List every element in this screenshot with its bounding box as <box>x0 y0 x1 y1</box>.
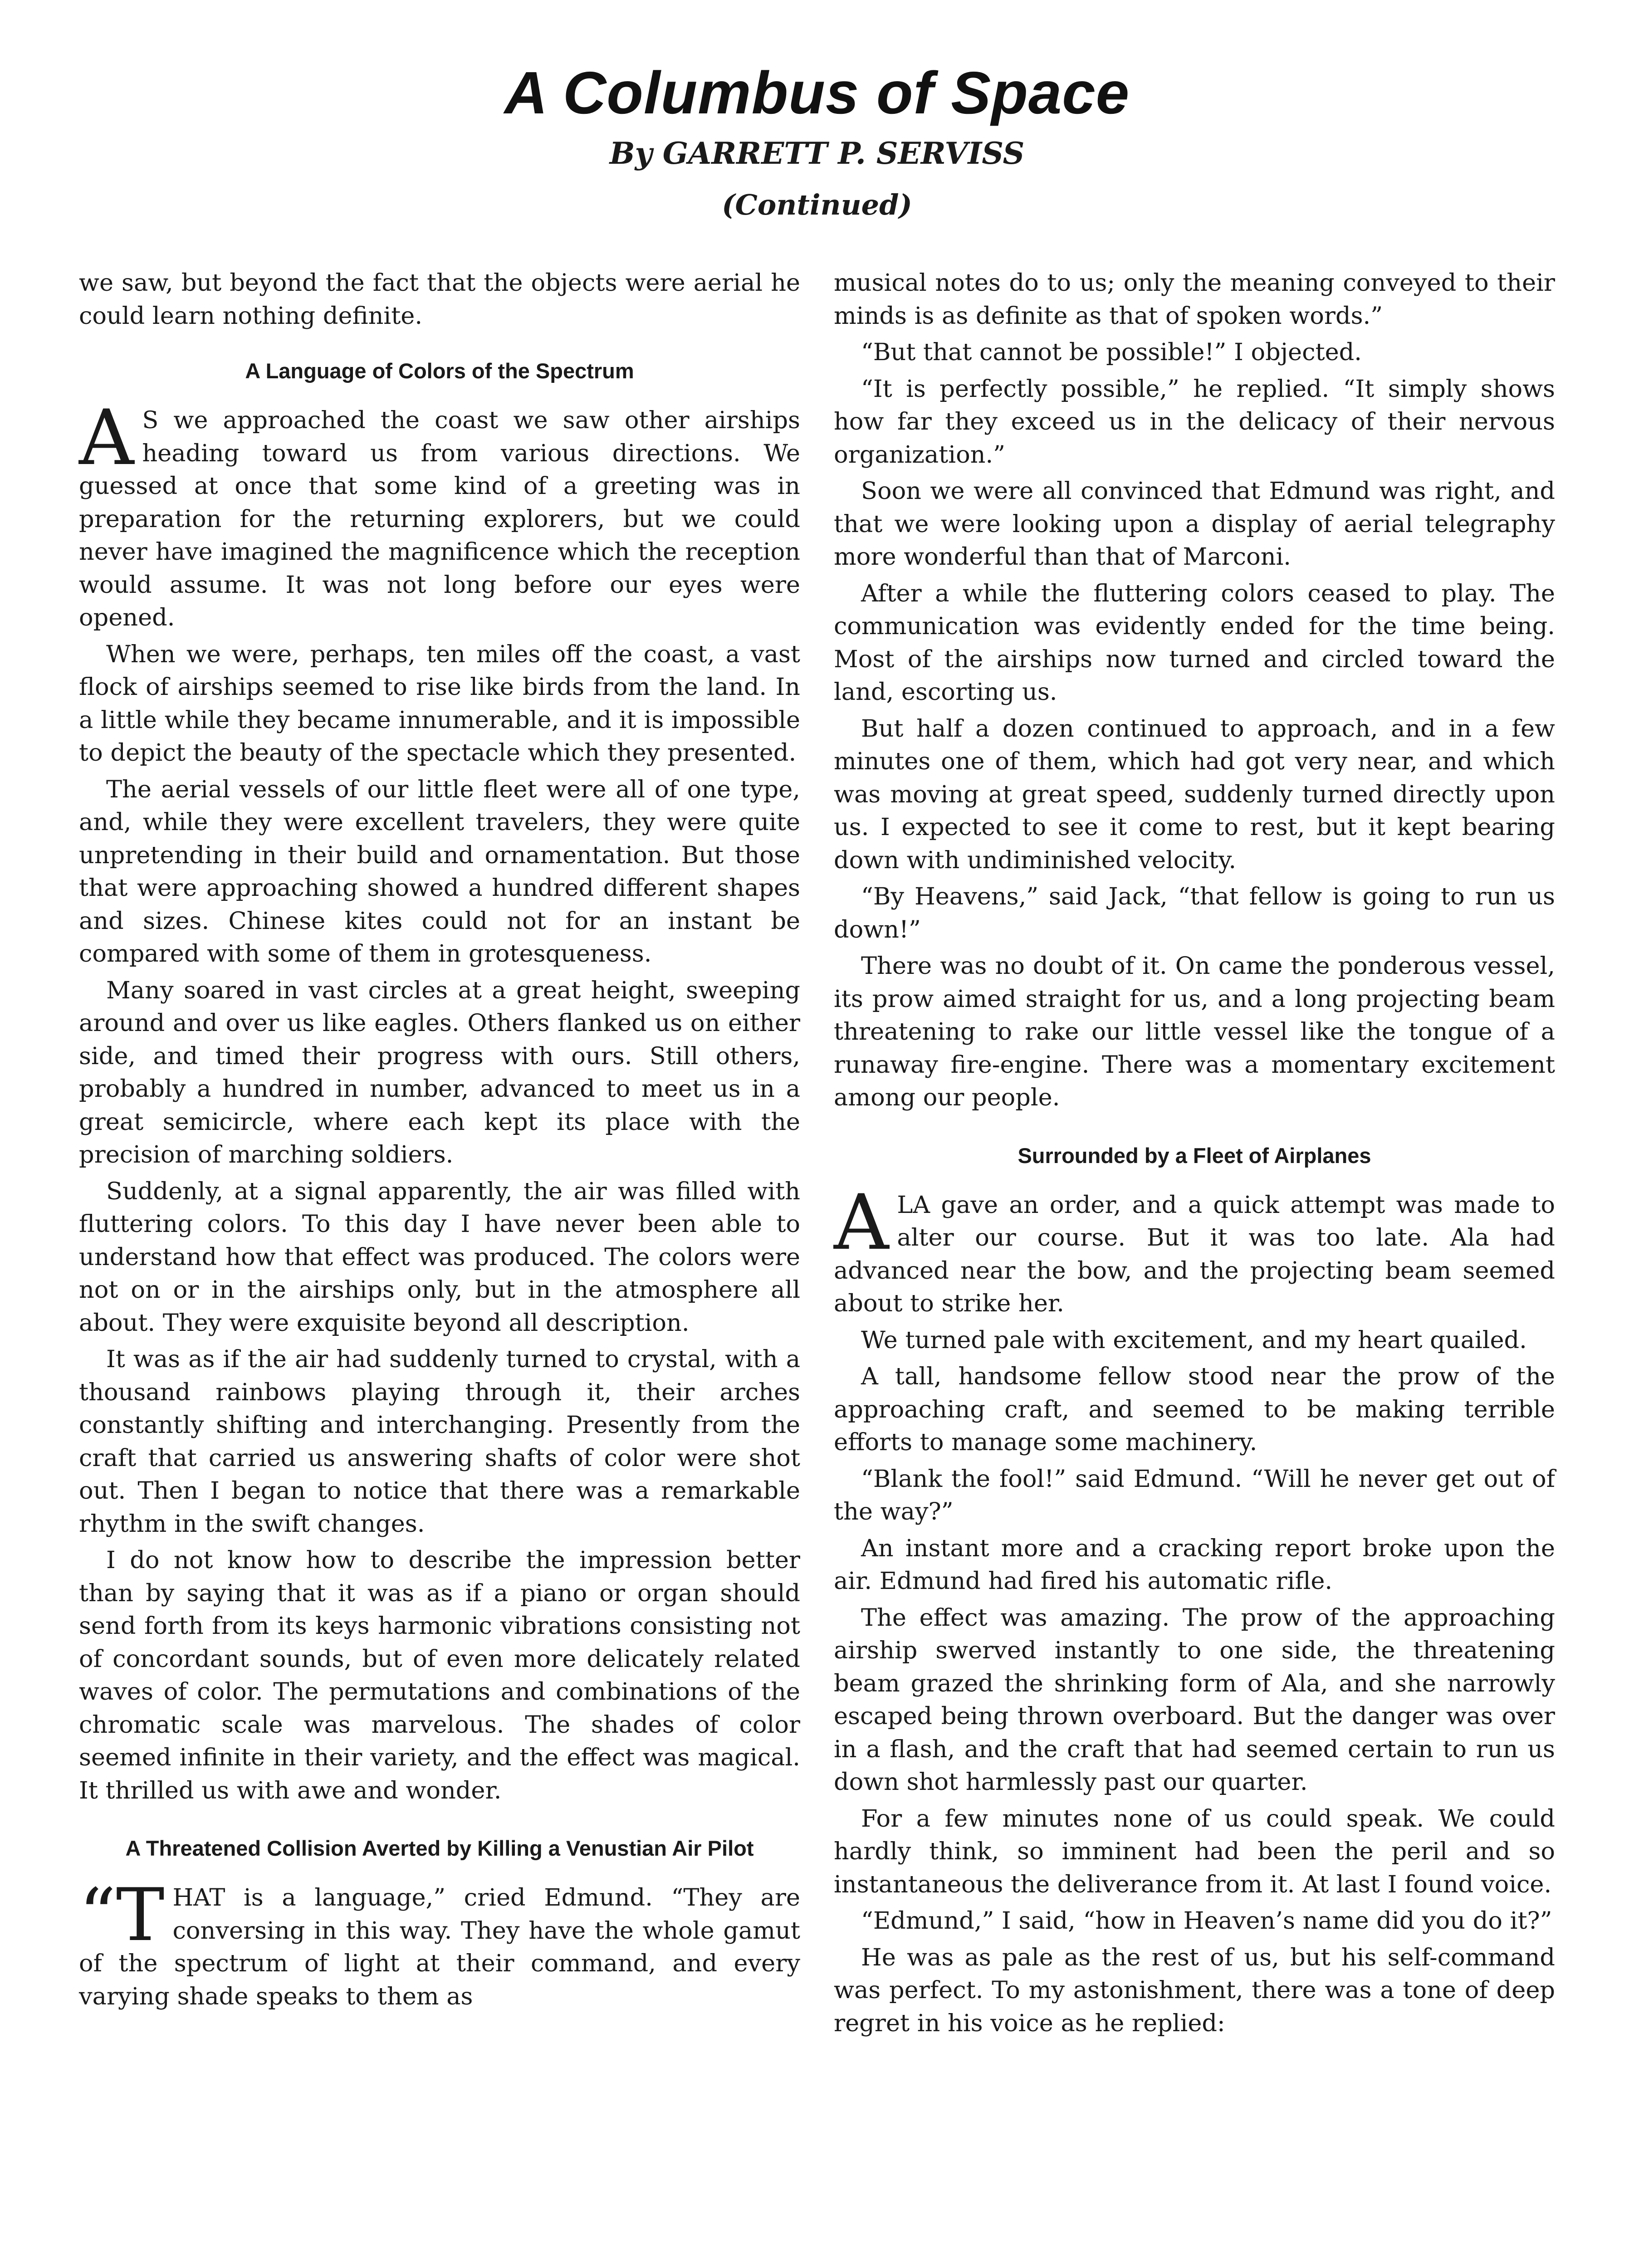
right-column <box>834 267 1555 2043</box>
section-heading: A Threatened Collision Averted by Killing a Venustian Air Pilot <box>125 1836 754 1860</box>
paragraph-text: LA gave an order, and a quick attempt was made to alter our course. But it was too late. Ala had advanced near the bow, and the projecting beam seemed about to strike her. <box>834 1191 1555 1317</box>
drop-cap: A <box>834 1178 889 1267</box>
paragraph: It was as if the air had suddenly turned to crystal, with a thousand rainbows playing through it, their arches constantly shifting and interchanging. Presently from the craft that carried us answering shafts of color were shot out. Then I began to notice that there was a remarkable rhythm in the swift changes. <box>79 1345 800 1538</box>
continued-label: (Continued) <box>722 188 912 221</box>
paragraph-with-dropcap <box>834 1178 1555 1320</box>
paragraph-with-dropcap <box>79 393 800 635</box>
paragraph: After a while the fluttering colors ceased to play. The communication was evidently ended for the time being. Most of the airships now turned and circled toward the land, escorting us. <box>834 579 1555 706</box>
paragraph: For a few minutes none of us could speak. We could hardly think, so imminent had been the peril and so instantaneous the deliverance from it. At last I found voice. <box>834 1804 1555 1898</box>
paragraph: I do not know how to describe the impression better than by saying that it was as if a piano or organ should send forth from its keys harmonic vibrations consisting not of concordant sounds, but of even more delicately related waves of color. The permutations and combinations of the chromatic scale was marvelous. The shades of color seemed infinite in their variety, and the effect was magical. It thrilled us with awe and wonder. <box>79 1546 800 1804</box>
paragraph: A tall, handsome fellow stood near the prow of the approaching craft, and seemed to be making terrible efforts to manage some machinery. <box>834 1363 1555 1456</box>
paragraph: The aerial vessels of our little fleet were all of one type, and, while they were excellent travelers, they were quite unpretending in their build and ornamentation. But those that were approaching showed a hundred different shapes and sizes. Chinese kites could not for an instant be compared with some of them in grotesqueness. <box>79 775 800 968</box>
story-title: A Columbus of Space <box>504 59 1130 126</box>
paragraph: But half a dozen continued to approach, and in a few minutes one of them, which had got very near, and which was moving at great speed, suddenly turned directly upon us. I expected to see it come to rest, but it kept bearing down with undiminished velocity. <box>834 714 1555 874</box>
paragraph: “But that cannot be possible!” I objected. <box>861 338 1362 366</box>
paragraph: “Blank the fool!” said Edmund. “Will he never get out of the way?” <box>834 1465 1555 1525</box>
paragraph: Many soared in vast circles at a great height, sweeping around and over us like eagles. Others flanked us on either side, and timed their progress with ours. Still others, probably a hundred in number, advanced to meet us in a great semicircle, where each kept its place with the precision of marching soldiers. <box>79 976 800 1168</box>
paragraph-text: HAT is a language,” cried Edmund. “They are conversing in this way. They have the whole gamut of the spectrum of light at their command, and every varying shade speaks to them as <box>79 1884 800 2010</box>
paragraph: He was as pale as the rest of us, but his self-command was perfect. To my astonishment, there was a tone of deep regret in his voice as he replied: <box>834 1943 1555 2037</box>
section-heading: A Language of Colors of the Spectrum <box>245 359 634 383</box>
paragraph: There was no doubt of it. On came the ponderous vessel, its prow aimed straight for us, and a long projecting beam threatening to rake our little vessel like the tongue of a runaway fire-engine. There was a momentary excitement among our people. <box>834 952 1555 1111</box>
paragraph: Suddenly, at a signal apparently, the air was filled with fluttering colors. To this day I have never been able to understand how that effect was produced. The colors were not on or in the airships only, but in the atmosphere all about. They were exquisite beyond all description. <box>79 1177 800 1337</box>
paragraph: “It is perfectly possible,” he replied. “It simply shows how far they exceed us in the delicacy of their nervous organization.” <box>834 375 1555 469</box>
section-heading: Surrounded by a Fleet of Airplanes <box>1018 1143 1371 1168</box>
left-column <box>79 267 800 2017</box>
paragraph: “By Heavens,” said Jack, “that fellow is going to run us down!” <box>834 883 1555 943</box>
paragraph: “Edmund,” I said, “how in Heaven’s name did you do it?” <box>861 1907 1552 1935</box>
paragraph: When we were, perhaps, ten miles off the coast, a vast flock of airships seemed to rise like birds from the land. In a little while they became innumerable, and it is impossible to depict the beauty of the spectacle which they presented. <box>79 640 800 767</box>
paragraph: musical notes do to us; only the meaning conveyed to their minds is as definite as that of spoken words.” <box>834 269 1555 330</box>
paragraph: we saw, but beyond the fact that the objects were aerial he could learn nothing definite. <box>79 269 800 330</box>
paragraph: The effect was amazing. The prow of the approaching airship swerved instantly to one side, the threatening beam grazed the shrinking form of Ala, and she narrowly escaped being thrown overboard. But the danger was over in a flash, and the craft that had seemed certain to run us down shot harmlessly past our quarter. <box>834 1603 1555 1796</box>
drop-cap: “T <box>79 1872 165 1957</box>
paragraph: We turned pale with excitement, and my heart quailed. <box>861 1326 1527 1354</box>
drop-cap: A <box>79 393 134 482</box>
author-byline: By GARRETT P. SERVISS <box>609 136 1025 171</box>
paragraph-with-dropcap <box>79 1872 800 2013</box>
paragraph-text: S we approached the coast we saw other airships heading toward us from various directions. We guessed at once that some kind of a greeting was in preparation for the returning explorers, but we could never have imagined the magnificence which the reception would assume. It was not long before our eyes were opened. <box>79 406 800 631</box>
paragraph: An instant more and a cracking report broke upon the air. Edmund had fired his automatic rifle. <box>834 1534 1555 1595</box>
paragraph: Soon we were all convinced that Edmund was right, and that we were looking upon a display of aerial telegraphy more wonderful than that of Marconi. <box>834 477 1555 571</box>
